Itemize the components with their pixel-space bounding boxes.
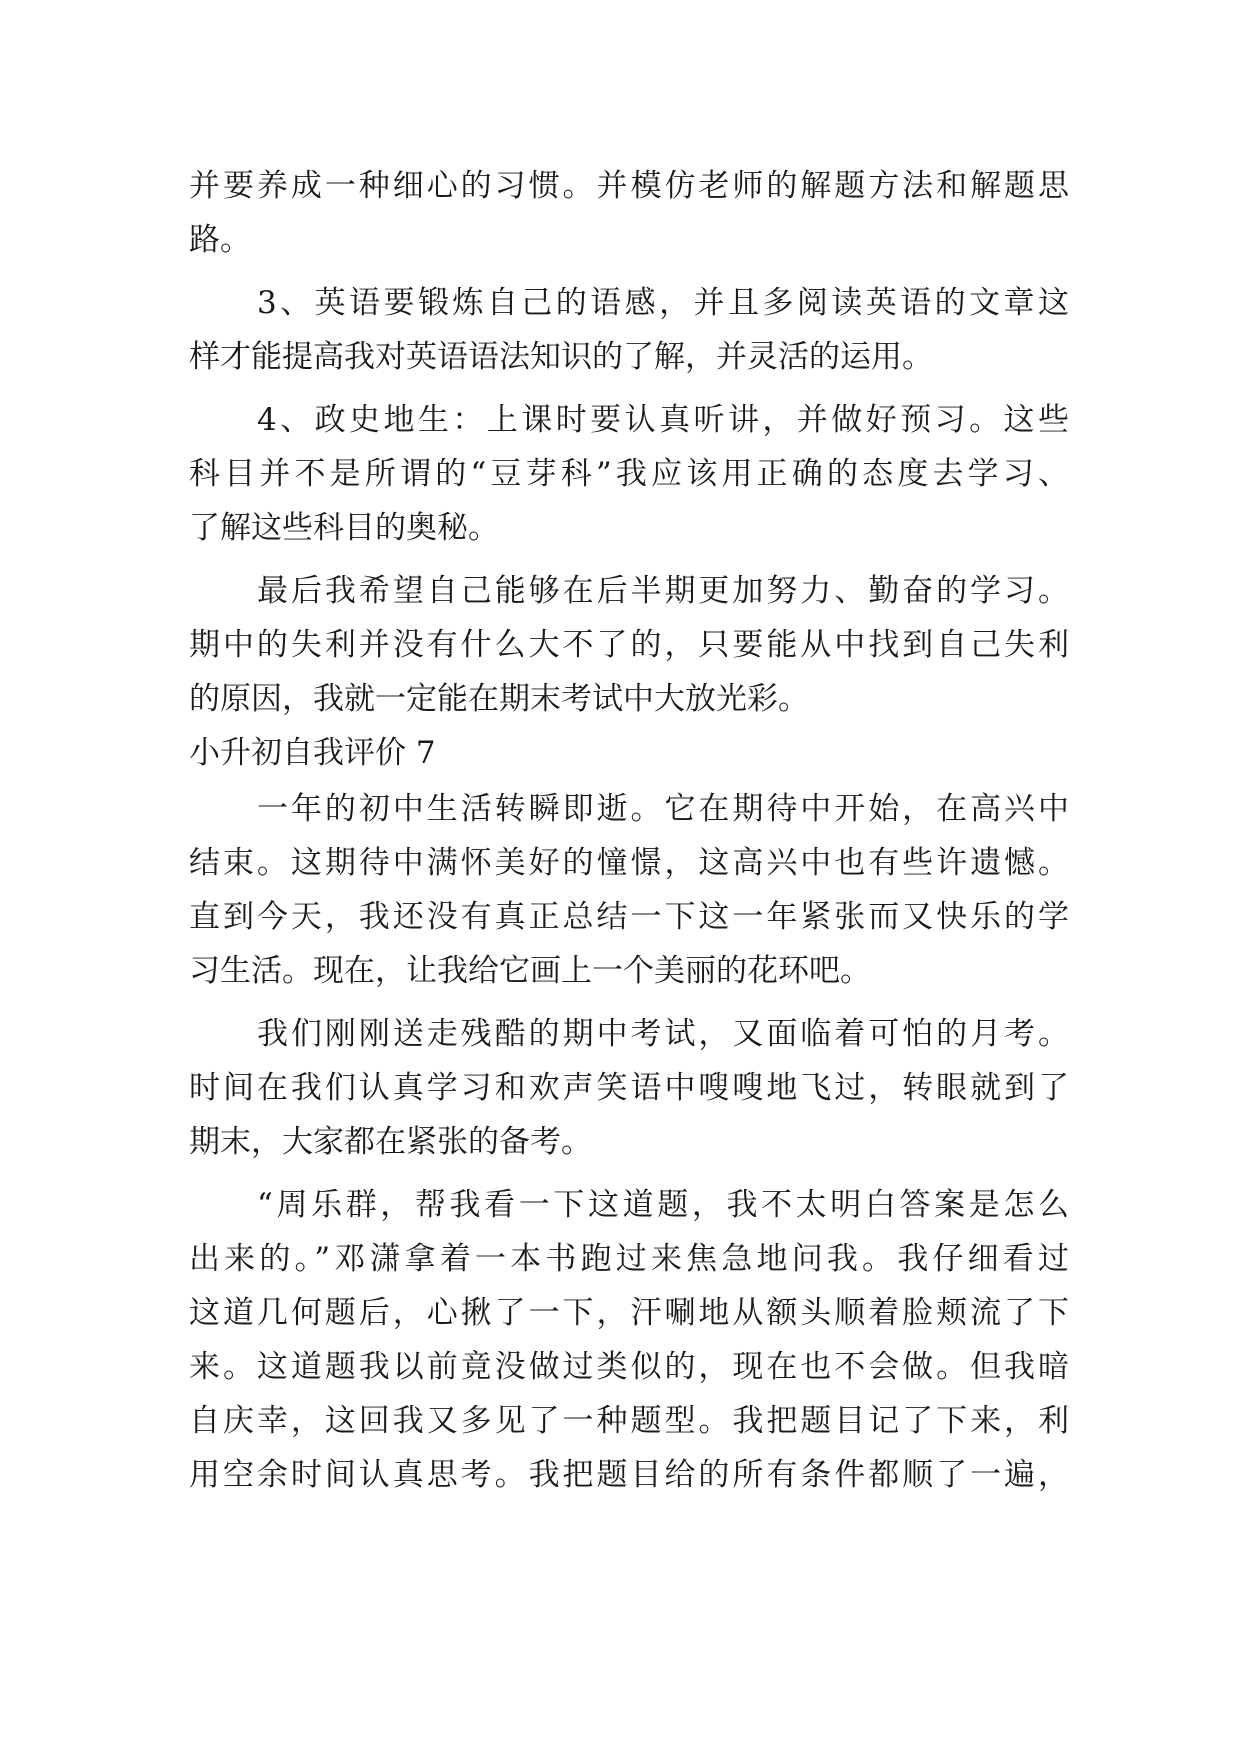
text-line: 时间在我们认真学习和欢声笑语中嗖嗖地飞过，转眼就到了 — [189, 1070, 1069, 1106]
section-heading: 小升初自我评价 7 — [189, 735, 436, 771]
text-line: 我们刚刚送走残酷的期中考试，又面临着可怕的月考。 — [257, 1016, 1069, 1052]
text-line: 了解这些科目的奥秘。 — [189, 510, 499, 546]
text-line: 路。 — [189, 222, 251, 258]
text-line: 期末，大家都在紧张的备考。 — [189, 1124, 592, 1160]
text-line: 来。这道题我以前竟没做过类似的，现在也不会做。但我暗 — [189, 1349, 1069, 1385]
text-line: 自庆幸，这回我又多见了一种题型。我把题目记了下来，利 — [189, 1403, 1069, 1439]
text-line: 结束。这期待中满怀美好的憧憬，这高兴中也有些许遗憾。 — [189, 845, 1069, 881]
text-line: 直到今天，我还没有真正总结一下这一年紧张而又快乐的学 — [189, 899, 1069, 935]
text-line: 习生活。现在，让我给它画上一个美丽的花环吧。 — [189, 953, 871, 989]
text-line: 科目并不是所谓的“豆芽科”我应该用正确的态度去学习、 — [189, 456, 1069, 492]
text-line: 用空余时间认真思考。我把题目给的所有条件都顺了一遍， — [189, 1457, 1069, 1493]
text-line: “周乐群，帮我看一下这道题，我不太明白答案是怎么 — [257, 1187, 1069, 1223]
text-line: 4、政史地生：上课时要认真听讲，并做好预习。这些 — [257, 402, 1069, 438]
text-line: 一年的初中生活转瞬即逝。它在期待中开始，在高兴中 — [257, 791, 1069, 827]
text-line: 的原因，我就一定能在期末考试中大放光彩。 — [189, 681, 809, 717]
text-line: 并要养成一种细心的习惯。并模仿老师的解题方法和解题思 — [189, 168, 1069, 204]
text-line: 样才能提高我对英语语法知识的了解，并灵活的运用。 — [189, 339, 933, 375]
text-line: 这道几何题后，心揪了一下，汗唰地从额头顺着脸颊流了下 — [189, 1295, 1069, 1331]
text-line: 3、英语要锻炼自己的语感，并且多阅读英语的文章这 — [257, 285, 1069, 321]
text-line: 出来的。”邓潇拿着一本书跑过来焦急地问我。我仔细看过 — [189, 1241, 1069, 1277]
text-line: 期中的失利并没有什么大不了的，只要能从中找到自己失利 — [189, 627, 1069, 663]
text-line: 最后我希望自己能够在后半期更加努力、勤奋的学习。 — [257, 573, 1069, 609]
